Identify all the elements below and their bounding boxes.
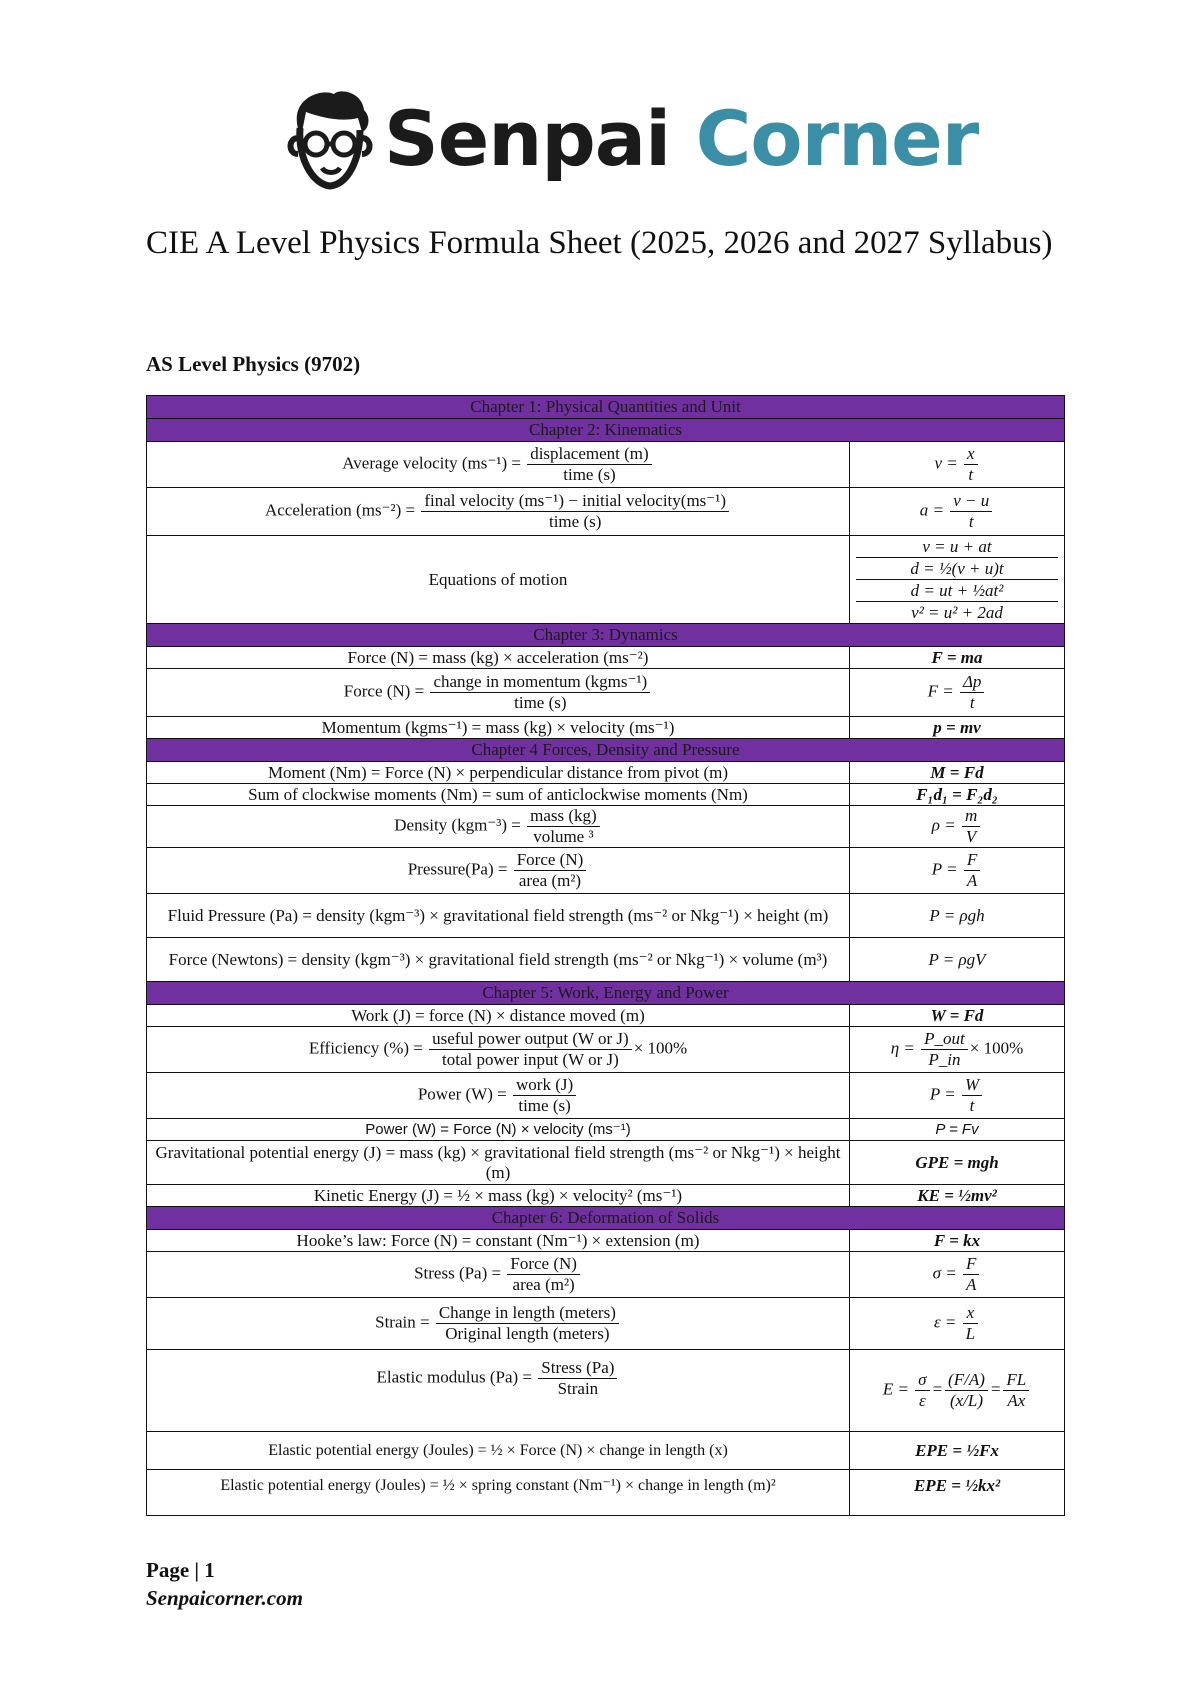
moment-formula: M = Fd xyxy=(850,762,1065,784)
chapter-2-header: Chapter 2: Kinematics xyxy=(147,419,1065,442)
formula-table xyxy=(146,395,1065,1516)
ke-definition: Kinetic Energy (J) = ½ × mass (kg) × velocity² (ms⁻¹) xyxy=(147,1185,850,1207)
acceleration-definition: Acceleration (ms⁻²) = $\frac{\text{final velocity (ms⁻¹) − initial velocity(ms⁻¹)}}{\text{time (s)}}$ xyxy=(147,488,850,536)
table-row xyxy=(147,669,1065,717)
page-number: Page | 1 xyxy=(146,1558,215,1582)
table-row xyxy=(147,894,1065,938)
table-row xyxy=(147,717,1065,739)
table-row xyxy=(147,784,1065,806)
chapter-6-header: Chapter 6: Deformation of Solids xyxy=(147,1207,1065,1230)
strain-definition: Strain = $\frac{\text{Change in length (meters)}}{\text{Original length (meters)}}$ xyxy=(147,1298,850,1350)
table-row xyxy=(147,938,1065,982)
efficiency-formula: η = $\frac{\text{P\_out}}{P\_in}$ × 100% xyxy=(850,1027,1065,1073)
chapter-4-header: Chapter 4 Forces, Density and Pressure xyxy=(147,739,1065,762)
table-row xyxy=(147,1298,1065,1350)
hookes-law-formula: F = kx xyxy=(850,1230,1065,1252)
chapter-header-row xyxy=(147,624,1065,647)
moment-definition: Moment (Nm) = Force (N) × perpendicular distance from pivot (m) xyxy=(147,762,850,784)
logo-wordmark xyxy=(384,84,978,194)
suvat-equation: d = ½(v + u)t xyxy=(856,558,1058,580)
force-definition: Force (N) = mass (kg) × acceleration (ms⁻²) xyxy=(147,647,850,669)
table-row xyxy=(147,848,1065,894)
momentum-formula: p = mv xyxy=(850,717,1065,739)
ke-formula: KE = ½mv² xyxy=(850,1185,1065,1207)
elastic-modulus-formula: E = $\frac{\sigma}{\varepsilon}$ = $\frac{(F/A)}{(x/L)}$ = $\frac{FL}{Ax}$ xyxy=(850,1350,1065,1432)
logo-word-corner: Corner xyxy=(695,94,979,183)
chapter-header-row xyxy=(147,982,1065,1005)
force-formula: F = ma xyxy=(850,647,1065,669)
equations-of-motion-label: Equations of motion xyxy=(147,536,850,624)
epe-spring-formula: EPE = ½kx² xyxy=(850,1470,1065,1516)
table-row xyxy=(147,1027,1065,1073)
chapter-header-row xyxy=(147,396,1065,419)
force-momentum-definition: Force (N) = $\frac{\text{change in momentum (kgms⁻¹)}}{\text{time (s)}}$ xyxy=(147,669,850,717)
momentum-definition: Momentum (kgms⁻¹) = mass (kg) × velocity (ms⁻¹) xyxy=(147,717,850,739)
hookes-law-definition: Hooke’s law: Force (N) = constant (Nm⁻¹) × extension (m) xyxy=(147,1230,850,1252)
gpe-definition: Gravitational potential energy (J) = mass (kg) × gravitational field strength (ms⁻² or Nkg⁻¹) × height (m) xyxy=(147,1141,850,1185)
senpai-face-icon xyxy=(282,88,374,192)
table-row xyxy=(147,1119,1065,1141)
suvat-equation: v² = u² + 2ad xyxy=(911,603,1003,622)
pressure-definition: Pressure(Pa) = $\frac{\text{Force (N)}}{\text{area (m²)}}$ xyxy=(147,848,850,894)
footer-site-link[interactable]: Senpaicorner.com xyxy=(146,1586,303,1610)
table-row xyxy=(147,1185,1065,1207)
fluid-pressure-definition: Fluid Pressure (Pa) = density (kgm⁻³) × gravitational field strength (ms⁻² or Nkg⁻¹) × height (m) xyxy=(147,894,850,938)
power-velocity-formula: P = Fv xyxy=(850,1119,1065,1141)
work-definition: Work (J) = force (N) × distance moved (m) xyxy=(147,1005,850,1027)
suvat-equation: d = ut + ½at² xyxy=(856,580,1058,602)
pressure-formula: P = $\frac{F}{A}$ xyxy=(850,848,1065,894)
average-velocity-formula: v = $\frac{x}{t}$ xyxy=(850,442,1065,488)
table-row xyxy=(147,1141,1065,1185)
upthrust-formula: P = ρgV xyxy=(850,938,1065,982)
table-row xyxy=(147,442,1065,488)
page-title: CIE A Level Physics Formula Sheet (2025, 2026 and 2027 Syllabus) xyxy=(146,225,1053,261)
chapter-header-row xyxy=(147,739,1065,762)
upthrust-definition: Force (Newtons) = density (kgm⁻³) × gravitational field strength (ms⁻² or Nkg⁻¹) × volume (m³) xyxy=(147,938,850,982)
suvat-equation: v = u + at xyxy=(856,536,1058,558)
table-row xyxy=(147,762,1065,784)
table-row xyxy=(147,1432,1065,1470)
stress-definition: Stress (Pa) = $\frac{\text{Force (N)}}{\text{area (m²)}}$ xyxy=(147,1252,850,1298)
power-velocity-definition: Power (W) = Force (N) × velocity (ms⁻¹) xyxy=(147,1119,850,1141)
force-momentum-formula: F = $\frac{\Delta p}{t}$ xyxy=(850,669,1065,717)
moments-principle-definition: Sum of clockwise moments (Nm) = sum of anticlockwise moments (Nm) xyxy=(147,784,850,806)
section-subtitle: AS Level Physics (9702) xyxy=(146,352,361,376)
chapter-5-header: Chapter 5: Work, Energy and Power xyxy=(147,982,1065,1005)
power-formula: P = $\frac{W}{t}$ xyxy=(850,1073,1065,1119)
chapter-1-header: Chapter 1: Physical Quantities and Unit xyxy=(147,396,1065,419)
fluid-pressure-formula: P = ρgh xyxy=(850,894,1065,938)
elastic-modulus-definition: Elastic modulus (Pa) = $\frac{\text{Stress (Pa)}}{\text{Strain}}$ xyxy=(147,1350,850,1432)
strain-formula: ε = $\frac{x}{L}$ xyxy=(850,1298,1065,1350)
table-row xyxy=(147,806,1065,848)
acceleration-formula: a = $\frac{v - u}{t}$ xyxy=(850,488,1065,536)
table-row xyxy=(147,647,1065,669)
efficiency-definition: Efficiency (%) = $\frac{\text{useful power output (W or J)}}{\text{total power input (W or J)}}$ × 100% xyxy=(147,1027,850,1073)
table-row xyxy=(147,1073,1065,1119)
table-row xyxy=(147,536,1065,624)
logo-word-senpai: Senpai xyxy=(384,94,671,183)
chapter-header-row xyxy=(147,1207,1065,1230)
power-definition: Power (W) = $\frac{\text{work (J)}}{\text{time (s)}}$ xyxy=(147,1073,850,1119)
table-row xyxy=(147,1470,1065,1516)
chapter-3-header: Chapter 3: Dynamics xyxy=(147,624,1065,647)
density-formula: ρ = $\frac{m}{V}$ xyxy=(850,806,1065,848)
equations-of-motion-list xyxy=(850,536,1065,624)
senpai-corner-logo xyxy=(282,84,979,194)
table-row xyxy=(147,488,1065,536)
table-row xyxy=(147,1252,1065,1298)
gpe-formula: GPE = mgh xyxy=(850,1141,1065,1185)
epe-force-definition: Elastic potential energy (Joules) = ½ × Force (N) × change in length (x) xyxy=(147,1432,850,1470)
stress-formula: σ = $\frac{F}{A}$ xyxy=(850,1252,1065,1298)
table-row xyxy=(147,1350,1065,1432)
epe-force-formula: EPE = ½Fx xyxy=(850,1432,1065,1470)
moments-principle-formula: F₁d₁ = F₂d₂ xyxy=(850,784,1065,806)
chapter-header-row xyxy=(147,419,1065,442)
density-definition: Density (kgm⁻³) = $\frac{\text{mass (kg)}}{\text{volume ³}}$ xyxy=(147,806,850,848)
table-row xyxy=(147,1005,1065,1027)
table-row xyxy=(147,1230,1065,1252)
average-velocity-definition: Average velocity (ms⁻¹) = $\frac{\text{displacement (m)}}{\text{time (s)}}$ xyxy=(147,442,850,488)
epe-spring-definition: Elastic potential energy (Joules) = ½ × spring constant (Nm⁻¹) × change in length (m)² xyxy=(147,1470,850,1516)
work-formula: W = Fd xyxy=(850,1005,1065,1027)
